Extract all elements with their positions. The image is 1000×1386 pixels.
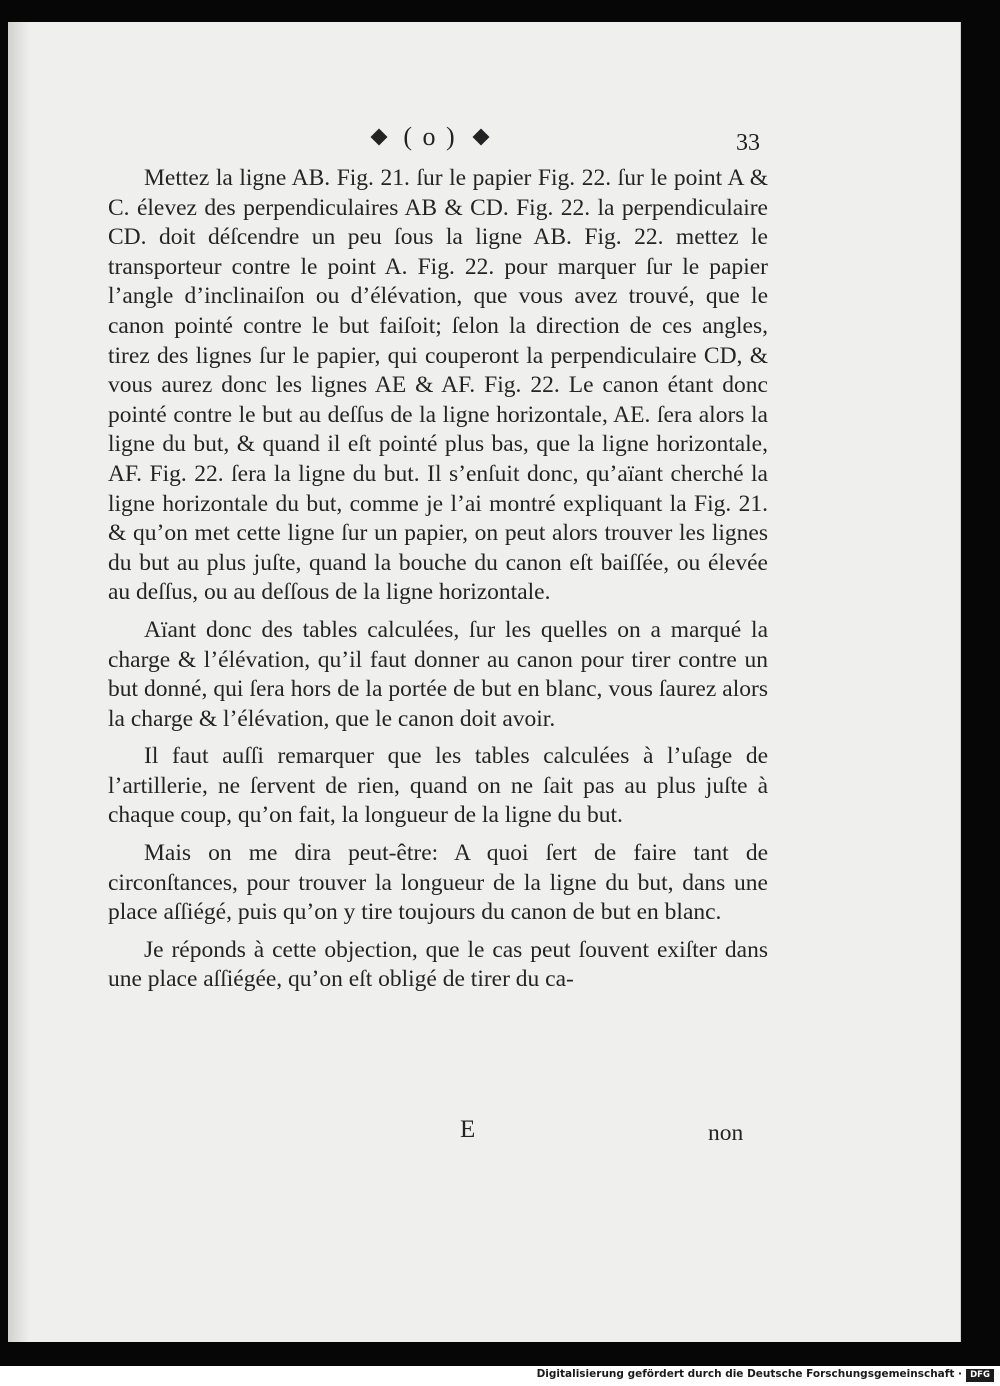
- paragraph: Aïant donc des tables calculées, ſur les quelles on a marqué la charge & l’élévation, qu’il faut donner au canon pour tirer contre un but donné, qui ſera hors de la portée de but en blanc, vous ſaurez alors la charge & l’élévation, que le canon doit avoir.: [108, 616, 768, 732]
- paragraph: Mais on me dira peut-être: A quoi ſert de faire tant de circonſtances, pour trouver la longueur de la ligne du but, dans une place aſſiégé, puis qu’on y tire toujours du canon de but en blanc.: [108, 840, 768, 926]
- page-number: 33: [736, 130, 760, 156]
- dfg-logo: DFG: [966, 1369, 994, 1382]
- funding-note: Digitalisierung gefördert durch die Deutsche Forschungsgemeinschaft ·: [536, 1368, 962, 1380]
- paragraph: Il faut auſſi remarquer que les tables calculées à l’uſage de l’artillerie, ne ſervent de rien, quand on ne ſait pas au plus juſte à chaque coup, qu’on fait, la longueur de la ligne du but.: [108, 743, 768, 829]
- ornament-left-icon: [370, 129, 387, 146]
- paragraph: Je réponds à cette objection, que le cas peut ſouvent exiſter dans une place aſſiégée, qu’on eſt obligé de tirer du ca-: [108, 936, 768, 993]
- catchword: non: [708, 1120, 744, 1146]
- body-text: [108, 164, 768, 1003]
- running-head-text: ( o ): [403, 122, 457, 151]
- paragraph: Mettez la ligne AB. Fig. 21. ſur le papier Fig. 22. ſur le point A & C. élevez des perpendiculaires AB & CD. Fig. 22. la perpendiculaire CD. doit déſcendre un peu ſous la ligne AB. Fig. 22. mettez le transporteur contre le point A. Fig. 22. pour marquer ſur le papier l’angle d’inclinaiſon ou d’élévation, que vous avez trouvé, que le canon pointé contre le but faiſoit; ſelon la direction de ces angles, tirez des lignes ſur le papier, qui couperont la perpendiculaire CD, & vous aurez donc les lignes AE & AF. Fig. 22. Le canon étant donc pointé contre le but au deſſus de la ligne horizontale, AE. ſera alors la ligne du but, & quand il eſt pointé plus bas, que la ligne horizontale, AF. Fig. 22. ſera la ligne du but. Il s’enſuit donc, qu’aïant cherché la ligne horizontale du but, comme je l’ai montré expliquant la Fig. 21. & qu’on met cette ligne ſur un papier, on peut alors trouver les lignes du but au plus juſte, quand la bouche du canon eſt baiſſée, ou élevée au deſſus, ou au deſſous de la ligne horizontale.: [108, 165, 768, 606]
- ornament-right-icon: [473, 129, 490, 146]
- running-head: [300, 122, 560, 152]
- attribution-bar: [0, 1366, 1000, 1386]
- signature-mark: E: [460, 1116, 476, 1143]
